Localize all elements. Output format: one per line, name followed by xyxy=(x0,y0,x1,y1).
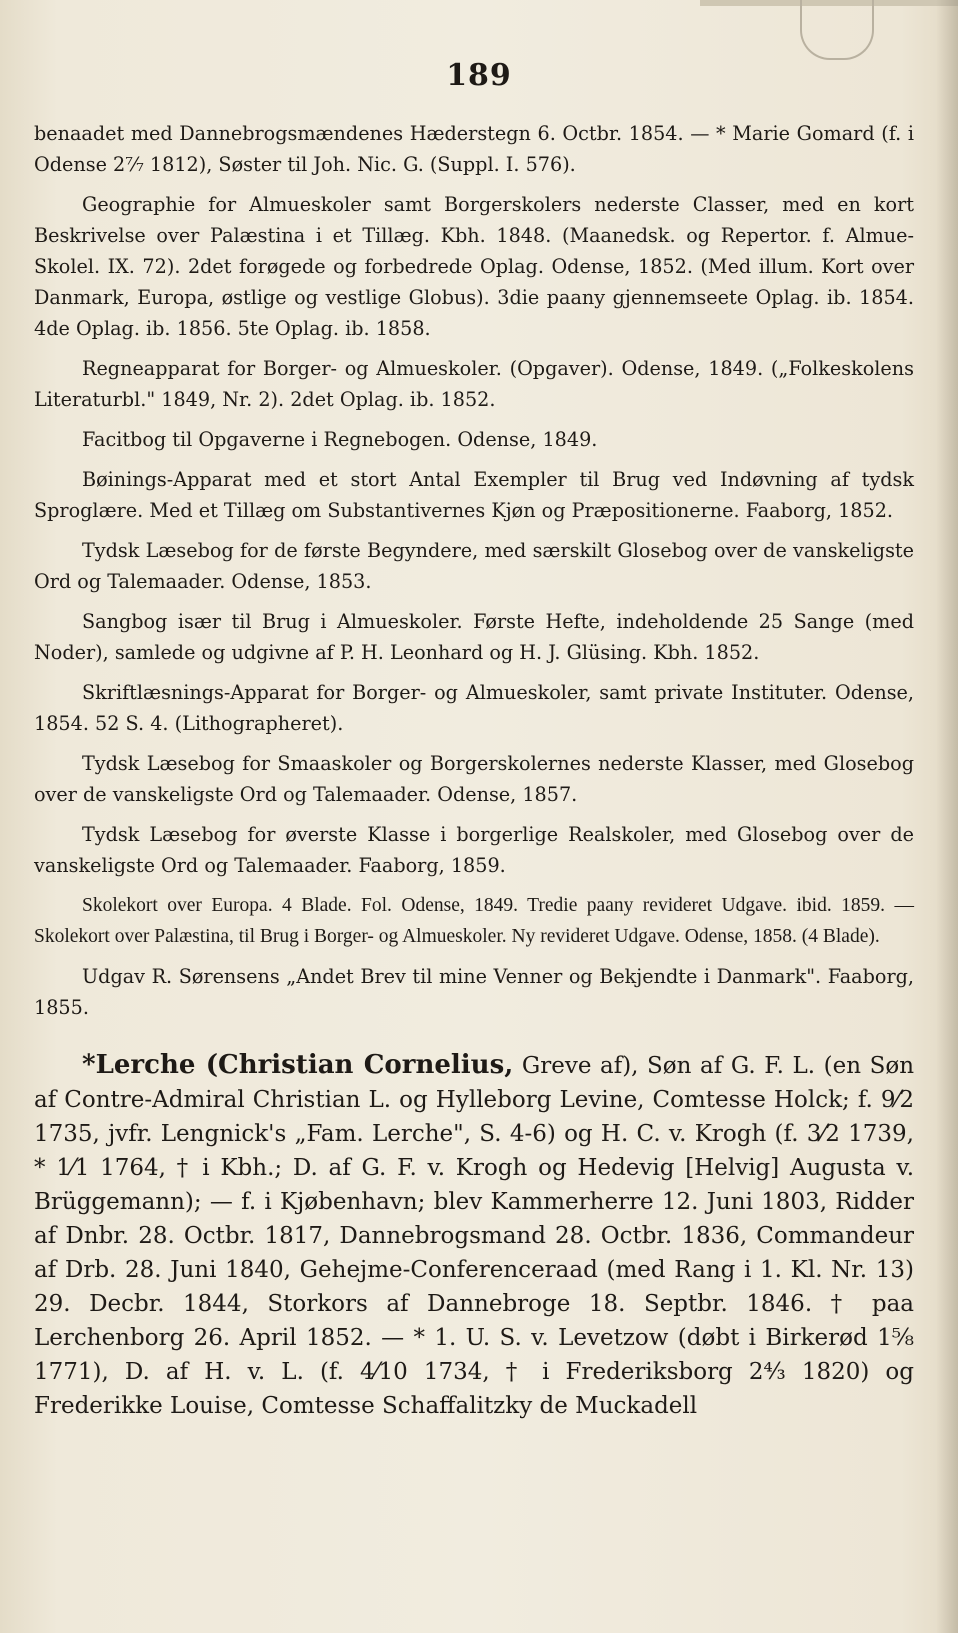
entry-udgav: Udgav R. Sørensens „Andet Brev til mine Venner og Bekjendte i Danmark". Faaborg, 1855. xyxy=(34,965,914,1019)
page-edge-shadow xyxy=(936,0,958,1633)
entry-geografi: Geographie for Almueskoler samt Borgerskolers nederste Classer, med en kort Beskrivelse over Palæstina i et Tillæg. Kbh. 1848. (Maanedsk. og Repertor. f. Almue-Skolel. IX. 72). 2det forøgede og forbedrede Oplag. Odense, 1852. (Med illum. Kort over Danmark, Europa, østlige og vestlige Globus). 3die paany gjennemseete Oplag. ib. 1854. 4de Oplag. ib. 1856. 5te Oplag. ib. 1858. xyxy=(34,193,914,340)
page-number: 189 xyxy=(446,58,512,93)
biography-name: *Lerche (Christian Cornelius, xyxy=(82,1050,514,1080)
entry-boinings-apparat: Bøinings-Apparat med et stort Antal Exempler til Brug ved Indøvning af tydsk Sproglære. Med et Tillæg om Substantivernes Kjøn og Præpositionerne. Faaborg, 1852. xyxy=(34,468,914,522)
entry-facitbog: Facitbog til Opgaverne i Regnebogen. Odense, 1849. xyxy=(82,428,598,451)
entry-regneapparat: Regneapparat for Borger- og Almueskoler. (Opgaver). Odense, 1849. („Folkeskolens Literaturbl." 1849, Nr. 2). 2det Oplag. ib. 1852. xyxy=(34,357,914,411)
page-body xyxy=(34,118,914,1423)
biography-entry-lerche xyxy=(34,1048,914,1423)
entry-tydsk-laesebog-1: Tydsk Læsebog for de første Begyndere, med særskilt Glosebog over de vanskeligste Ord og Talemaader. Odense, 1853. xyxy=(34,539,914,593)
continuation-paragraph: benaadet med Dannebrogsmændenes Hæderstegn 6. Octbr. 1854. — * Marie Gomard (f. i Odense 2⁷⁄₇ 1812), Søster til Joh. Nic. G. (Suppl. I. 576). xyxy=(34,122,914,176)
entry-sangbog: Sangbog især til Brug i Almueskoler. Første Hefte, indeholdende 25 Sange (med Noder), samlede og udgivne af P. H. Leonhard og H. J. Glüsing. Kbh. 1852. xyxy=(34,610,914,664)
entry-skolekort: Skolekort over Europa. 4 Blade. Fol. Odense, 1849. Tredie paany revideret Udgave. ibid. 1859. — Skolekort over Palæstina, til Brug i Borger- og Almueskoler. Ny revideret Udgave. Odense, 1858. (4 Blade). xyxy=(34,895,914,947)
entry-tydsk-laesebog-3: Tydsk Læsebog for øverste Klasse i borgerlige Realskoler, med Glosebog over de vanskeligste Ord og Talemaader. Faaborg, 1859. xyxy=(34,823,914,877)
biography-text: Greve af), Søn af G. F. L. (en Søn af Contre-Admiral Christian L. og Hylleborg Levine, Comtesse Holck; f. 9⁄2 1735, jvfr. Lengnick's „Fam. Lerche", S. 4-6) og H. C. v. Krogh (f. 3⁄2 1739, * 1⁄1 1764, † i Kbh.; D. af G. F. v. Krogh og Hedevig [Helvig] Augusta v. Brüggemann); — f. i Kjøbenhavn; blev Kammerherre 12. Juni 1803, Ridder af Dnbr. 28. Octbr. 1817, Dannebrogsmand 28. Octbr. 1836, Commandeur af Drb. 28. Juni 1840, Gehejme-Conferenceraad (med Rang i 1. Kl. Nr. 13) 29. Decbr. 1844, Storkors af Dannebroge 18. Septbr. 1846. † paa Lerchenborg 26. April 1852. — * 1. U. S. v. Levetzow (døbt i Birkerød 1⁵⁄₈ 1771), D. af H. v. L. (f. 4⁄10 1734, † i Frederiksborg 2⁴⁄₃ 1820) og Frederikke Louise, Comtesse Schaffalitzky de Muckadell xyxy=(34,1053,915,1419)
entry-skriftlaesning: Skriftlæsnings-Apparat for Borger- og Almueskoler, samt private Instituter. Odense, 1854. 52 S. 4. (Lithographeret). xyxy=(34,681,914,735)
section-gap xyxy=(34,1032,914,1048)
page-tab-mark xyxy=(800,0,874,60)
entry-tydsk-laesebog-2: Tydsk Læsebog for Smaaskoler og Borgerskolernes nederste Klasser, med Glosebog over de vanskeligste Ord og Talemaader. Odense, 1857. xyxy=(34,752,914,806)
